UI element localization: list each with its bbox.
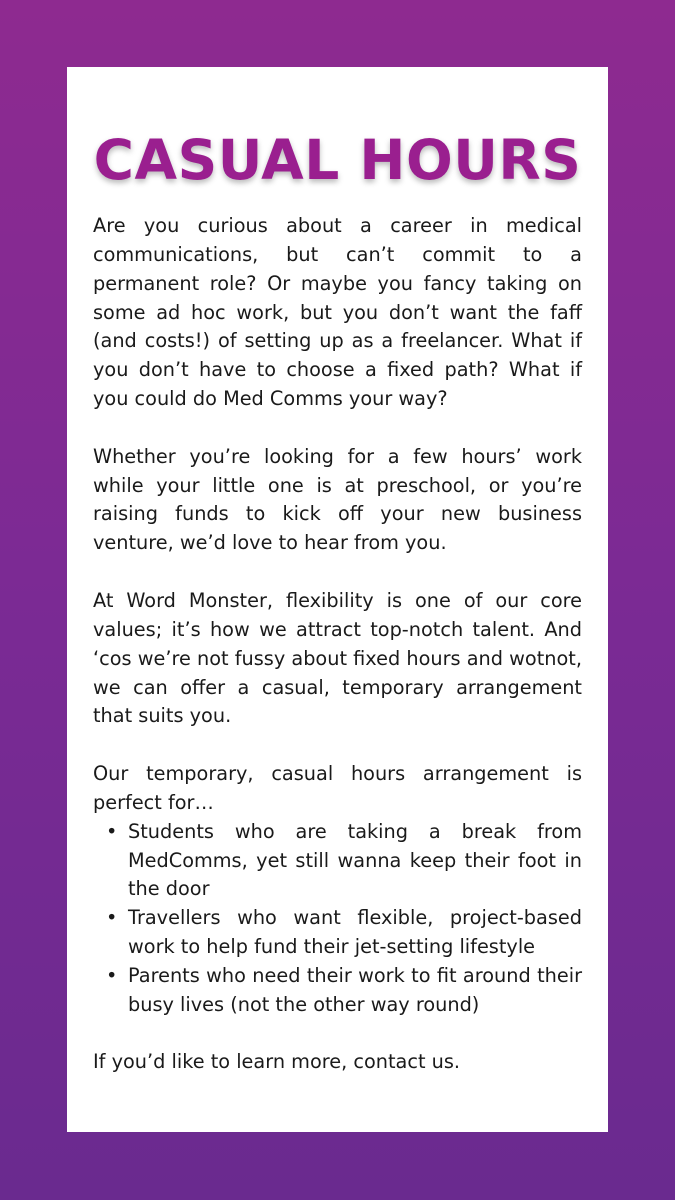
list-item xyxy=(106,818,582,905)
body-text xyxy=(93,212,582,1106)
content-card xyxy=(67,67,608,1132)
bullet-icon: • xyxy=(106,906,118,930)
perfect-for-paragraph: Our temporary, casual hours arrangement is perfect for… xyxy=(93,762,582,814)
bullet-icon: • xyxy=(106,819,118,843)
list-item-text: Students who are taking a break from MedComms, yet still wanna keep their foot in the door xyxy=(128,819,582,901)
bullet-list xyxy=(93,818,582,1020)
values-paragraph: At Word Monster, flexibility is one of our core values; it’s how we attract top-notch talent. And ‘cos we’re not fussy about fixed hours and wotnot, we can offer a casual, temporary arrangement that suits you. xyxy=(93,588,582,728)
closing-paragraph: If you’d like to learn more, contact us. xyxy=(93,1050,461,1074)
bullet-icon: • xyxy=(106,963,118,987)
list-item xyxy=(106,904,582,962)
page-title: CASUAL HOURS xyxy=(93,128,582,192)
list-item-text: Travellers who want flexible, project-based work to help fund their jet-setting lifestyle xyxy=(128,906,582,959)
intro-paragraph: Are you curious about a career in medical communications, but can’t commit to a permanent role? Or maybe you fancy taking on some ad hoc work, but you don’t want the faff (and costs!) of setting up as a freelancer. What if you don’t have to choose a fixed path? What if you could do Med Comms your way? xyxy=(93,214,582,411)
list-item xyxy=(106,962,582,1020)
audience-paragraph: Whether you’re looking for a few hours’ work while your little one is at preschool, or you’re raising funds to kick off your new business venture, we’d love to hear from you. xyxy=(93,444,582,555)
list-item-text: Parents who need their work to fit around their busy lives (not the other way round) xyxy=(128,963,582,1016)
